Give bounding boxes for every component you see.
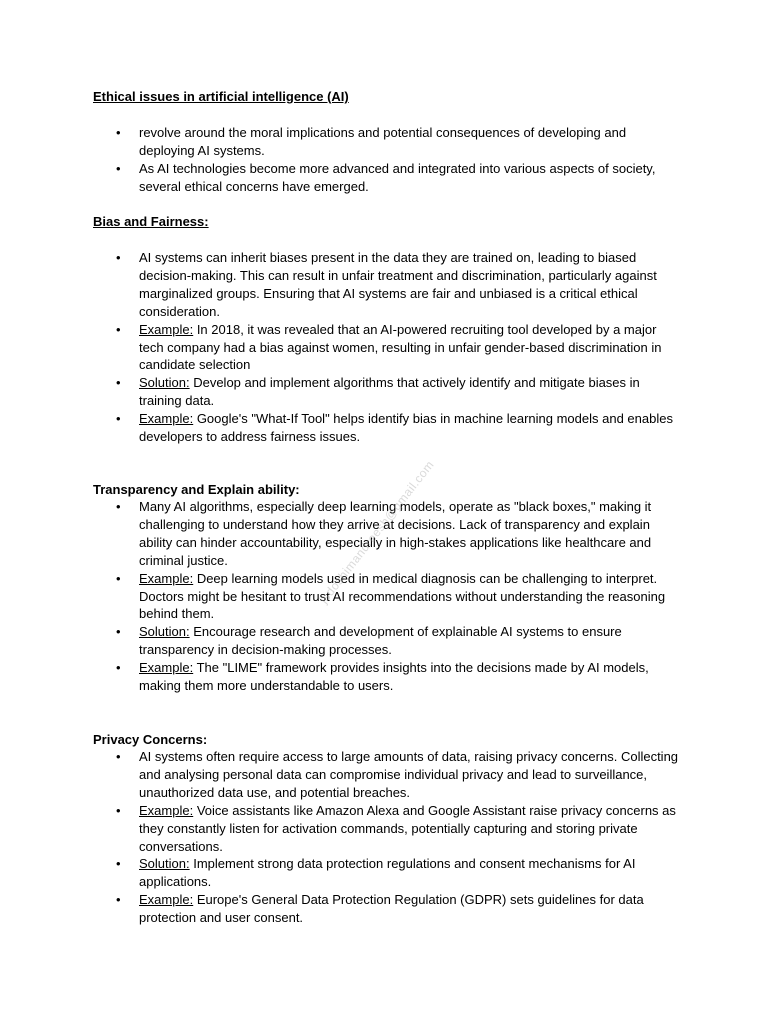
list-item (0, 623, 679, 659)
main-heading: Ethical issues in artificial intelligence (AI) (93, 89, 349, 104)
list-item (0, 321, 679, 375)
example-label: Example: (139, 660, 194, 676)
list-item (0, 410, 679, 446)
list-item (0, 659, 679, 695)
privacy-list (0, 748, 768, 927)
item-text: Google's "What-If Tool" helps identify bias in machine learning models and enables developers to address fairness issues. (139, 411, 673, 445)
bias-heading: Bias and Fairness: (93, 214, 209, 229)
list-item: • Many AI algorithms, especially deep learning models, operate as "black boxes," making it challenging to understand how they arrive at decisions. Lack of transparency and explain ability can hinder accountability, especially in high-stakes applications like healthcare and criminal justice. (0, 498, 679, 570)
item-text: The "LIME" framework provides insights into the decisions made by AI models, making them more understandable to users. (139, 660, 649, 694)
item-text: Implement strong data protection regulations and consent mechanisms for AI applications. (139, 856, 636, 890)
intro-list (0, 124, 768, 196)
list-item (0, 855, 679, 891)
list-item (0, 891, 679, 927)
bias-list (0, 249, 768, 446)
transparency-heading: Transparency and Explain ability: (93, 482, 300, 497)
item-text: Voice assistants like Amazon Alexa and Google Assistant raise privacy concerns as they constantly listen for activation commands, potentially capturing and storing private conversations. (139, 802, 676, 854)
example-label: Example: (139, 321, 194, 337)
solution-label: Solution: (139, 856, 190, 872)
item-text: In 2018, it was revealed that an AI-powered recruiting tool developed by a major tech company had a bias against women, resulting in unfair gender-based discrimination in candidate selection (139, 321, 662, 373)
privacy-heading: Privacy Concerns: (93, 732, 208, 747)
list-item: • AI systems often require access to large amounts of data, raising privacy concerns. Collecting and analysing personal data can compromise individual privacy and lead to surveillance, unauthorized data use, and potential breaches. (0, 748, 679, 802)
list-item: • AI systems can inherit biases present in the data they are trained on, leading to biased decision-making. This can result in unfair treatment and discrimination, particularly against marginalized groups. Ensuring that AI systems are fair and unbiased is a critical ethical consideration. (0, 249, 679, 321)
list-item: • revolve around the moral implications and potential consequences of developing and deploying AI systems. (0, 124, 679, 160)
item-text: Europe's General Data Protection Regulation (GDPR) sets guidelines for data protection and user consent. (139, 892, 644, 926)
item-text: Develop and implement algorithms that actively identify and mitigate biases in training data. (139, 375, 640, 409)
watermark: jsdoshimandreesh@gmail.com (316, 457, 437, 607)
list-item (0, 802, 679, 856)
item-text: Deep learning models used in medical diagnosis can be challenging to interpret. Doctors might be hesitant to trust AI recommendations without understanding the reasoning behind them. (139, 570, 666, 622)
example-label: Example: (139, 802, 194, 818)
example-label: Example: (139, 411, 194, 427)
example-label: Example: (139, 570, 194, 586)
list-item: • As AI technologies become more advanced and integrated into various aspects of society, several ethical concerns have emerged. (0, 160, 679, 196)
example-label: Example: (139, 892, 194, 908)
item-text: Encourage research and development of explainable AI systems to ensure transparency in decision-making processes. (139, 624, 622, 658)
solution-label: Solution: (139, 375, 190, 391)
list-item (0, 374, 679, 410)
solution-label: Solution: (139, 624, 190, 640)
